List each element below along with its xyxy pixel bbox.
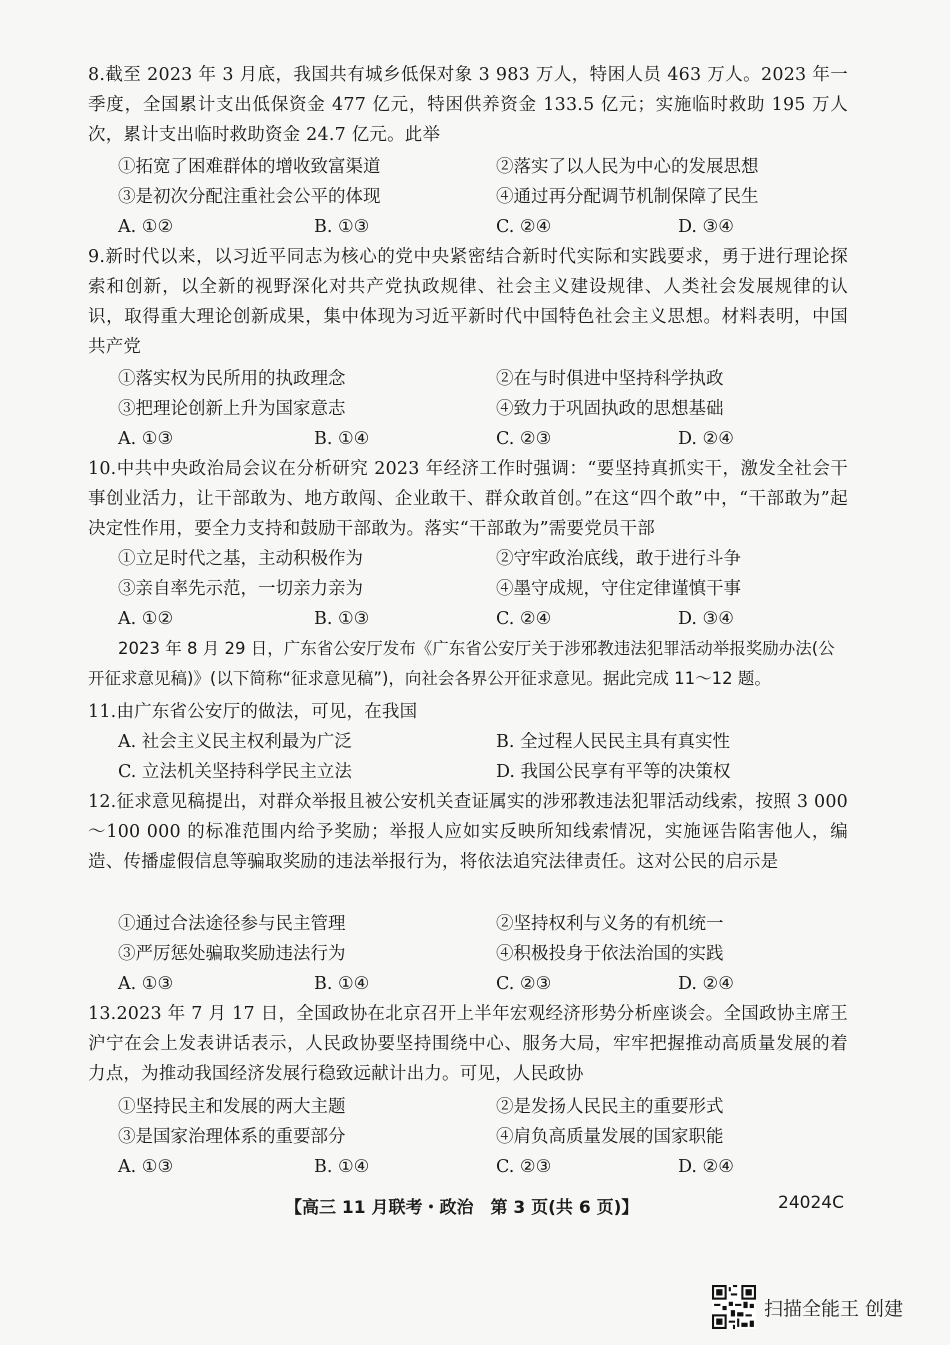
question-stem: 2023 年 7 月 17 日，全国政协在北京召开上半年宏观经济形势分析座谈会。全国政协主席王沪宁在会上发表讲话表示，人民政协要坚持围绕中心、服务大局，牢牢把握推动高质量发展的着力点，为推动我国经济发展行稳致远献计出力。可见，人民政协 xyxy=(88,1004,848,1084)
question-13-choices xyxy=(118,1152,818,1182)
question-number: 13. xyxy=(88,1004,117,1024)
question-stem: 由广东省公安厅的做法，可见，在我国 xyxy=(116,702,418,722)
question-12-choices xyxy=(118,969,818,999)
choice-b: B. ①④ xyxy=(314,974,370,994)
choice-c: C. ②③ xyxy=(496,974,552,994)
question-12 xyxy=(88,787,848,877)
option-2: ②落实了以人民为中心的发展思想 xyxy=(496,157,759,177)
option-3: ③是国家治理体系的重要部分 xyxy=(118,1127,346,1147)
scanner-watermark xyxy=(712,1285,903,1329)
question-number: 11. xyxy=(88,702,117,722)
option-2: ②是发扬人民民主的重要形式 xyxy=(496,1097,724,1117)
question-13-options xyxy=(118,1092,818,1152)
choice-a: A. ①② xyxy=(118,217,174,237)
question-number: 8. xyxy=(88,65,106,85)
question-12-options xyxy=(118,909,818,969)
option-3: ③严厉惩处骗取奖励违法行为 xyxy=(118,944,346,964)
question-10-choices xyxy=(118,604,818,634)
question-10-options xyxy=(118,544,818,604)
choice-a: A. ①③ xyxy=(118,1157,174,1177)
question-9 xyxy=(88,242,848,362)
option-4: ④墨守成规，守住定律谨慎干事 xyxy=(496,579,741,599)
option-3: ③把理论创新上升为国家意志 xyxy=(118,399,346,419)
choice-c: C. ②③ xyxy=(496,429,552,449)
shared-passage xyxy=(88,634,848,694)
passage-text: 2023 年 8 月 29 日，广东省公安厅发布《广东省公安厅关于涉邪教违法犯罪活动举报奖励办法(公开征求意见稿)》(以下简称“征求意见稿”)，向社会各界公开征求意见。据此完成 11～12 题。 xyxy=(88,639,835,688)
question-stem: 中共中央政治局会议在分析研究 2023 年经济工作时强调：“要坚持真抓实干，激发全社会干事创业活力，让干部敢为、地方敢闯、企业敢干、群众敢首创。”在这“四个敢”中，“干部敢为”起决定性作用，要全力支持和鼓励干部敢为。落实“干部敢为”需要党员干部 xyxy=(88,459,848,539)
choice-d: D. ③④ xyxy=(678,217,734,237)
question-8 xyxy=(88,60,848,150)
choice-b: B. 全过程人民民主具有真实性 xyxy=(496,732,730,752)
option-1: ①拓宽了困难群体的增收致富渠道 xyxy=(118,157,381,177)
option-4: ④致力于巩固执政的思想基础 xyxy=(496,399,724,419)
choice-c: C. ②④ xyxy=(496,609,552,629)
choice-a: A. 社会主义民主权利最为广泛 xyxy=(118,732,352,752)
question-9-choices xyxy=(118,424,818,454)
question-8-options xyxy=(118,152,818,212)
option-4: ④肩负高质量发展的国家职能 xyxy=(496,1127,724,1147)
option-1: ①坚持民主和发展的两大主题 xyxy=(118,1097,346,1117)
option-4: ④通过再分配调节机制保障了民生 xyxy=(496,187,759,207)
choice-d: D. ②④ xyxy=(678,1157,734,1177)
option-2: ②在与时俱进中坚持科学执政 xyxy=(496,369,724,389)
choice-c: C. 立法机关坚持科学民主立法 xyxy=(118,762,352,782)
question-stem: 新时代以来，以习近平同志为核心的党中央紧密结合新时代实际和实践要求，勇于进行理论探索和创新，以全新的视野深化对共产党执政规律、社会主义建设规律、人类社会发展规律的认识，取得重大理论创新成果，集中体现为习近平新时代中国特色社会主义思想。材料表明，中国共产党 xyxy=(88,247,848,357)
choice-c: C. ②④ xyxy=(496,217,552,237)
question-8-choices xyxy=(118,212,818,242)
option-2: ②守牢政治底线，敢于进行斗争 xyxy=(496,549,741,569)
option-1: ①通过合法途径参与民主管理 xyxy=(118,914,346,934)
question-stem: 征求意见稿提出，对群众举报且被公安机关查证属实的涉邪教违法犯罪活动线索，按照 3 000～100 000 的标准范围内给予奖励；举报人应如实反映所知线索情况，实施诬告陷害他人，编造、传播虚假信息等骗取奖励的违法举报行为，将依法追究法律责任。这对公民的启示是 xyxy=(88,792,848,872)
choice-d: D. ②④ xyxy=(678,429,734,449)
option-2: ②坚持权利与义务的有机统一 xyxy=(496,914,724,934)
question-11 xyxy=(88,697,848,727)
exam-code: 24024C xyxy=(778,1193,844,1213)
page-footer: 【高三 11 月联考・政治 第 3 页(共 6 页)】 xyxy=(285,1198,639,1218)
question-stem: 截至 2023 年 3 月底，我国共有城乡低保对象 3 983 万人，特困人员 463 万人。2023 年一季度，全国累计支出低保资金 477 亿元，特困供养资金 133.5 亿元；实施临时救助 195 万人次，累计支出临时救助资金 24.7 亿元。此举 xyxy=(88,65,848,145)
question-13 xyxy=(88,999,848,1089)
question-9-options xyxy=(118,364,818,424)
choice-d: D. ③④ xyxy=(678,609,734,629)
choice-a: A. ①③ xyxy=(118,429,174,449)
question-number: 12. xyxy=(88,792,117,812)
choice-d: D. 我国公民享有平等的决策权 xyxy=(496,762,731,782)
choice-b: B. ①④ xyxy=(314,1157,370,1177)
option-1: ①立足时代之基，主动积极作为 xyxy=(118,549,363,569)
watermark-text: 扫描全能王 创建 xyxy=(764,1297,904,1320)
choice-c: C. ②③ xyxy=(496,1157,552,1177)
question-number: 9. xyxy=(88,247,106,267)
option-4: ④积极投身于依法治国的实践 xyxy=(496,944,724,964)
option-1: ①落实权为民所用的执政理念 xyxy=(118,369,346,389)
option-3: ③是初次分配注重社会公平的体现 xyxy=(118,187,381,207)
choice-a: A. ①③ xyxy=(118,974,174,994)
option-3: ③亲自率先示范，一切亲力亲为 xyxy=(118,579,363,599)
qr-code-icon xyxy=(712,1285,756,1329)
choice-b: B. ①③ xyxy=(314,609,370,629)
question-number: 10. xyxy=(88,459,117,479)
question-10 xyxy=(88,454,848,544)
choice-b: B. ①③ xyxy=(314,217,370,237)
question-11-choices xyxy=(118,727,818,787)
choice-a: A. ①② xyxy=(118,609,174,629)
choice-b: B. ①④ xyxy=(314,429,370,449)
choice-d: D. ②④ xyxy=(678,974,734,994)
